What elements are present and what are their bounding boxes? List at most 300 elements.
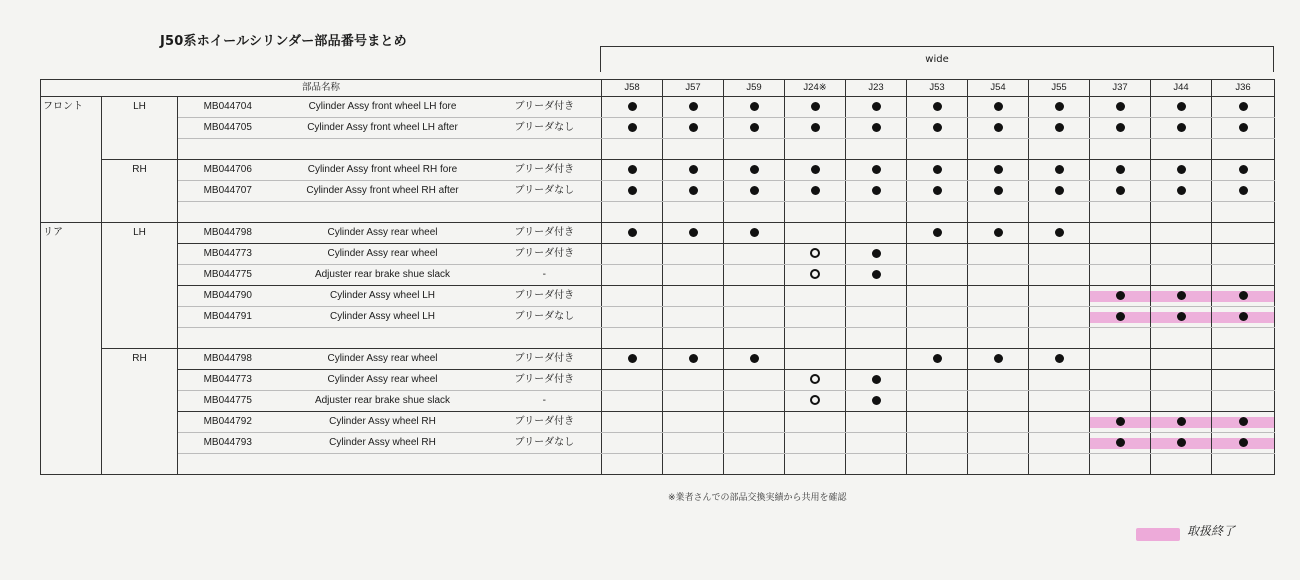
fitment-cell: [785, 412, 846, 433]
fit-dot-icon: [1239, 438, 1248, 447]
fitment-cell: [1212, 286, 1275, 307]
model-header: J23: [846, 80, 907, 97]
fitment-cell: [1212, 454, 1275, 475]
fit-dot-icon: [689, 102, 698, 111]
fitment-cell: [907, 223, 968, 244]
bleeder-cell: [488, 454, 602, 475]
fit-dot-icon: [811, 123, 820, 132]
part-name-cell: [278, 328, 488, 349]
fitment-cell: [1090, 223, 1151, 244]
fitment-cell: [968, 139, 1029, 160]
bleeder-cell: ブリーダ付き: [488, 412, 602, 433]
fit-dot-icon: [689, 123, 698, 132]
fitment-cell: [846, 223, 907, 244]
fit-dot-icon: [1239, 123, 1248, 132]
bleeder-cell: ブリーダ付き: [488, 97, 602, 118]
fit-dot-icon: [1177, 312, 1186, 321]
fitment-cell: [1090, 181, 1151, 202]
area-cell: フロント: [41, 97, 102, 223]
fitment-cell: [907, 118, 968, 139]
bleeder-cell: ブリーダ付き: [488, 286, 602, 307]
fit-dot-icon: [872, 102, 881, 111]
fitment-cell: [1029, 118, 1090, 139]
fit-dot-icon: [811, 186, 820, 195]
fitment-cell: [785, 139, 846, 160]
fitment-cell: [1212, 160, 1275, 181]
fitment-cell: [907, 139, 968, 160]
fitment-cell: [1029, 286, 1090, 307]
fitment-cell: [724, 160, 785, 181]
part-name-cell: Cylinder Assy front wheel RH after: [278, 181, 488, 202]
fitment-cell: [1029, 244, 1090, 265]
fit-dot-icon: [872, 123, 881, 132]
model-header: J54: [968, 80, 1029, 97]
fitment-cell: [907, 181, 968, 202]
fitment-cell: [724, 286, 785, 307]
parts-table: [40, 79, 1275, 475]
fitment-cell: [968, 223, 1029, 244]
fitment-cell: [968, 328, 1029, 349]
fitment-cell: [846, 139, 907, 160]
part-name-cell: Cylinder Assy front wheel LH after: [278, 118, 488, 139]
fitment-cell: [968, 433, 1029, 454]
fitment-cell: [724, 433, 785, 454]
fitment-cell: [724, 244, 785, 265]
fitment-cell: [1090, 349, 1151, 370]
fit-dot-icon: [750, 165, 759, 174]
fitment-cell: [1212, 328, 1275, 349]
part-number-cell: MB044775: [178, 265, 278, 286]
fitment-cell: [907, 412, 968, 433]
table-row: [41, 265, 1275, 286]
fit-ring-icon: [810, 269, 820, 279]
part-name-cell: Cylinder Assy rear wheel: [278, 223, 488, 244]
table-row: [41, 118, 1275, 139]
table-row: [41, 181, 1275, 202]
model-header: J59: [724, 80, 785, 97]
fitment-cell: [846, 286, 907, 307]
fit-dot-icon: [1239, 102, 1248, 111]
fit-dot-icon: [1177, 123, 1186, 132]
fitment-cell: [1090, 139, 1151, 160]
bleeder-cell: ブリーダ付き: [488, 160, 602, 181]
bleeder-cell: ブリーダ付き: [488, 244, 602, 265]
fitment-cell: [785, 265, 846, 286]
part-number-cell: MB044775: [178, 391, 278, 412]
fitment-cell: [968, 265, 1029, 286]
fitment-cell: [663, 454, 724, 475]
area-cell: リア: [41, 223, 102, 475]
fitment-cell: [1151, 328, 1212, 349]
fitment-cell: [785, 286, 846, 307]
fitment-cell: [663, 223, 724, 244]
fitment-cell: [663, 160, 724, 181]
fitment-cell: [846, 307, 907, 328]
fitment-cell: [968, 349, 1029, 370]
table-row: [41, 286, 1275, 307]
fitment-cell: [785, 328, 846, 349]
fit-dot-icon: [872, 186, 881, 195]
fitment-cell: [846, 244, 907, 265]
fitment-cell: [907, 391, 968, 412]
part-name-cell: Cylinder Assy front wheel LH fore: [278, 97, 488, 118]
fit-dot-icon: [994, 165, 1003, 174]
fit-dot-icon: [628, 165, 637, 174]
fitment-cell: [724, 265, 785, 286]
fit-dot-icon: [1055, 354, 1064, 363]
fitment-cell: [602, 391, 663, 412]
fitment-cell: [1212, 433, 1275, 454]
model-header: J58: [602, 80, 663, 97]
fitment-cell: [1151, 433, 1212, 454]
part-name-cell: Cylinder Assy rear wheel: [278, 349, 488, 370]
fitment-cell: [1151, 223, 1212, 244]
fitment-cell: [785, 181, 846, 202]
fitment-cell: [663, 391, 724, 412]
fitment-cell: [1029, 349, 1090, 370]
fitment-cell: [1029, 160, 1090, 181]
fitment-cell: [968, 181, 1029, 202]
table-row: [41, 160, 1275, 181]
fitment-cell: [1090, 118, 1151, 139]
fitment-cell: [1090, 454, 1151, 475]
fitment-cell: [907, 286, 968, 307]
fitment-cell: [846, 433, 907, 454]
fitment-cell: [785, 97, 846, 118]
fit-dot-icon: [1116, 123, 1125, 132]
fit-dot-icon: [1177, 186, 1186, 195]
table-row: [41, 412, 1275, 433]
fitment-cell: [1090, 433, 1151, 454]
fitment-cell: [724, 181, 785, 202]
fitment-cell: [1090, 160, 1151, 181]
fitment-cell: [724, 391, 785, 412]
fit-dot-icon: [872, 249, 881, 258]
fitment-cell: [602, 244, 663, 265]
fitment-cell: [846, 181, 907, 202]
fitment-cell: [602, 265, 663, 286]
fitment-cell: [846, 454, 907, 475]
fitment-cell: [1090, 244, 1151, 265]
fitment-cell: [1151, 118, 1212, 139]
part-number-cell: MB044793: [178, 433, 278, 454]
fit-dot-icon: [750, 354, 759, 363]
fit-dot-icon: [994, 354, 1003, 363]
side-cell: RH: [102, 349, 178, 475]
part-number-cell: MB044792: [178, 412, 278, 433]
fitment-cell: [1090, 202, 1151, 223]
fit-dot-icon: [1116, 102, 1125, 111]
fit-dot-icon: [1177, 102, 1186, 111]
fit-dot-icon: [1055, 165, 1064, 174]
fitment-cell: [1151, 97, 1212, 118]
part-number-cell: MB044705: [178, 118, 278, 139]
fit-ring-icon: [810, 395, 820, 405]
bleeder-cell: ブリーダなし: [488, 307, 602, 328]
fitment-cell: [1029, 412, 1090, 433]
fitment-cell: [602, 223, 663, 244]
fit-dot-icon: [750, 123, 759, 132]
fitment-cell: [968, 412, 1029, 433]
bleeder-cell: -: [488, 265, 602, 286]
model-header: J36: [1212, 80, 1275, 97]
fitment-cell: [1212, 412, 1275, 433]
fit-dot-icon: [750, 228, 759, 237]
fitment-cell: [968, 118, 1029, 139]
fitment-cell: [663, 181, 724, 202]
fitment-cell: [724, 412, 785, 433]
fitment-cell: [602, 202, 663, 223]
part-name-header: 部品名称: [41, 80, 602, 97]
fitment-cell: [846, 118, 907, 139]
fitment-cell: [602, 370, 663, 391]
fitment-cell: [724, 139, 785, 160]
fitment-cell: [602, 286, 663, 307]
fit-dot-icon: [628, 228, 637, 237]
fitment-cell: [663, 202, 724, 223]
fitment-cell: [1151, 139, 1212, 160]
fitment-cell: [785, 160, 846, 181]
fitment-cell: [1212, 244, 1275, 265]
table-row: [41, 370, 1275, 391]
fitment-cell: [1090, 307, 1151, 328]
fit-dot-icon: [628, 102, 637, 111]
fit-dot-icon: [994, 228, 1003, 237]
part-name-cell: Adjuster rear brake shue slack: [278, 265, 488, 286]
fit-dot-icon: [1177, 291, 1186, 300]
fitment-cell: [602, 118, 663, 139]
fitment-cell: [907, 265, 968, 286]
fitment-cell: [1090, 328, 1151, 349]
fitment-cell: [907, 433, 968, 454]
fitment-cell: [602, 139, 663, 160]
fitment-cell: [846, 391, 907, 412]
model-header: J24※: [785, 80, 846, 97]
fitment-cell: [1151, 265, 1212, 286]
fitment-cell: [968, 202, 1029, 223]
fitment-cell: [1151, 391, 1212, 412]
bleeder-cell: ブリーダ付き: [488, 223, 602, 244]
table-row: [41, 307, 1275, 328]
fitment-cell: [1029, 391, 1090, 412]
table-row: [41, 328, 1275, 349]
fit-dot-icon: [689, 165, 698, 174]
fit-dot-icon: [811, 165, 820, 174]
part-number-cell: [178, 139, 278, 160]
table-row: [41, 223, 1275, 244]
part-name-cell: Cylinder Assy rear wheel: [278, 244, 488, 265]
fitment-cell: [846, 202, 907, 223]
fitment-cell: [785, 370, 846, 391]
table-row: [41, 202, 1275, 223]
fit-dot-icon: [628, 186, 637, 195]
fit-dot-icon: [1055, 186, 1064, 195]
fitment-cell: [846, 412, 907, 433]
table-row: [41, 97, 1275, 118]
fitment-cell: [1212, 265, 1275, 286]
fit-dot-icon: [994, 123, 1003, 132]
fitment-cell: [663, 139, 724, 160]
fitment-cell: [785, 118, 846, 139]
part-name-cell: Cylinder Assy wheel RH: [278, 412, 488, 433]
fitment-cell: [1151, 370, 1212, 391]
fitment-cell: [785, 433, 846, 454]
part-number-cell: [178, 202, 278, 223]
fitment-cell: [602, 328, 663, 349]
fitment-cell: [1212, 118, 1275, 139]
bleeder-cell: -: [488, 391, 602, 412]
fitment-cell: [968, 244, 1029, 265]
fitment-cell: [663, 244, 724, 265]
fitment-cell: [1212, 349, 1275, 370]
part-number-cell: [178, 454, 278, 475]
fitment-cell: [785, 349, 846, 370]
fitment-cell: [1029, 265, 1090, 286]
fitment-cell: [1151, 286, 1212, 307]
fitment-cell: [1151, 307, 1212, 328]
table-row: [41, 433, 1275, 454]
fitment-cell: [602, 181, 663, 202]
fit-dot-icon: [872, 165, 881, 174]
fitment-cell: [724, 349, 785, 370]
fit-dot-icon: [750, 102, 759, 111]
fit-dot-icon: [994, 102, 1003, 111]
fitment-cell: [1212, 202, 1275, 223]
table-row: [41, 139, 1275, 160]
fitment-cell: [724, 307, 785, 328]
fitment-cell: [846, 160, 907, 181]
part-number-cell: MB044773: [178, 370, 278, 391]
model-header: J55: [1029, 80, 1090, 97]
fitment-cell: [1090, 370, 1151, 391]
fitment-cell: [846, 265, 907, 286]
fitment-cell: [1212, 307, 1275, 328]
fitment-cell: [907, 328, 968, 349]
page-title: J50系ホイールシリンダー部品番号まとめ: [160, 34, 407, 49]
fitment-cell: [968, 160, 1029, 181]
table-row: [41, 349, 1275, 370]
fitment-cell: [1090, 265, 1151, 286]
fitment-cell: [602, 307, 663, 328]
fit-dot-icon: [1116, 438, 1125, 447]
table-row: [41, 244, 1275, 265]
fit-dot-icon: [1116, 165, 1125, 174]
fitment-cell: [785, 244, 846, 265]
fitment-cell: [1029, 454, 1090, 475]
side-cell: RH: [102, 160, 178, 223]
table-row: [41, 391, 1275, 412]
fitment-cell: [663, 97, 724, 118]
fitment-cell: [602, 160, 663, 181]
fit-dot-icon: [628, 354, 637, 363]
model-header: J44: [1151, 80, 1212, 97]
fitment-cell: [724, 328, 785, 349]
fitment-cell: [907, 244, 968, 265]
fitment-cell: [846, 370, 907, 391]
fitment-cell: [724, 202, 785, 223]
fitment-cell: [846, 349, 907, 370]
bleeder-cell: [488, 139, 602, 160]
fitment-cell: [1212, 223, 1275, 244]
part-name-cell: Cylinder Assy wheel RH: [278, 433, 488, 454]
fitment-cell: [1090, 286, 1151, 307]
fitment-cell: [785, 202, 846, 223]
fitment-cell: [1029, 97, 1090, 118]
fitment-cell: [785, 223, 846, 244]
fitment-cell: [968, 307, 1029, 328]
fit-dot-icon: [933, 354, 942, 363]
fitment-cell: [1029, 181, 1090, 202]
fitment-cell: [1151, 181, 1212, 202]
fitment-cell: [785, 307, 846, 328]
side-cell: LH: [102, 97, 178, 160]
fitment-cell: [1212, 391, 1275, 412]
fitment-cell: [907, 97, 968, 118]
fit-dot-icon: [689, 228, 698, 237]
fitment-cell: [663, 433, 724, 454]
fitment-cell: [1090, 412, 1151, 433]
bleeder-cell: [488, 202, 602, 223]
fitment-cell: [907, 307, 968, 328]
legend-label: 取扱終了: [1187, 524, 1236, 538]
fit-dot-icon: [1177, 438, 1186, 447]
fitment-cell: [968, 97, 1029, 118]
fit-dot-icon: [1055, 123, 1064, 132]
part-number-cell: MB044791: [178, 307, 278, 328]
fitment-cell: [907, 349, 968, 370]
bleeder-cell: ブリーダなし: [488, 181, 602, 202]
fit-dot-icon: [689, 354, 698, 363]
fit-dot-icon: [933, 165, 942, 174]
fit-ring-icon: [810, 374, 820, 384]
fitment-cell: [907, 370, 968, 391]
fitment-cell: [1151, 349, 1212, 370]
fit-dot-icon: [1116, 291, 1125, 300]
fit-dot-icon: [994, 186, 1003, 195]
fitment-cell: [785, 454, 846, 475]
fit-dot-icon: [1116, 186, 1125, 195]
fitment-cell: [1151, 160, 1212, 181]
fitment-cell: [1212, 370, 1275, 391]
fit-dot-icon: [1116, 312, 1125, 321]
footnote: ※業者さんでの部品交換実績から共用を確認: [668, 493, 847, 503]
fitment-cell: [1029, 433, 1090, 454]
fit-dot-icon: [933, 186, 942, 195]
fit-dot-icon: [750, 186, 759, 195]
fitment-cell: [724, 97, 785, 118]
fitment-cell: [663, 118, 724, 139]
part-name-cell: [278, 454, 488, 475]
wide-header: wide: [600, 46, 1274, 72]
fitment-cell: [602, 454, 663, 475]
fitment-cell: [724, 223, 785, 244]
fitment-cell: [968, 391, 1029, 412]
fitment-cell: [907, 160, 968, 181]
part-name-cell: [278, 202, 488, 223]
fitment-cell: [724, 370, 785, 391]
fit-dot-icon: [811, 102, 820, 111]
fit-dot-icon: [1116, 417, 1125, 426]
fitment-cell: [724, 454, 785, 475]
fitment-cell: [1029, 370, 1090, 391]
fit-dot-icon: [872, 396, 881, 405]
legend-highlight-swatch: [1136, 528, 1180, 541]
part-number-cell: MB044798: [178, 223, 278, 244]
fitment-cell: [968, 370, 1029, 391]
fitment-cell: [1029, 307, 1090, 328]
fitment-cell: [1151, 412, 1212, 433]
part-name-cell: Cylinder Assy wheel LH: [278, 286, 488, 307]
